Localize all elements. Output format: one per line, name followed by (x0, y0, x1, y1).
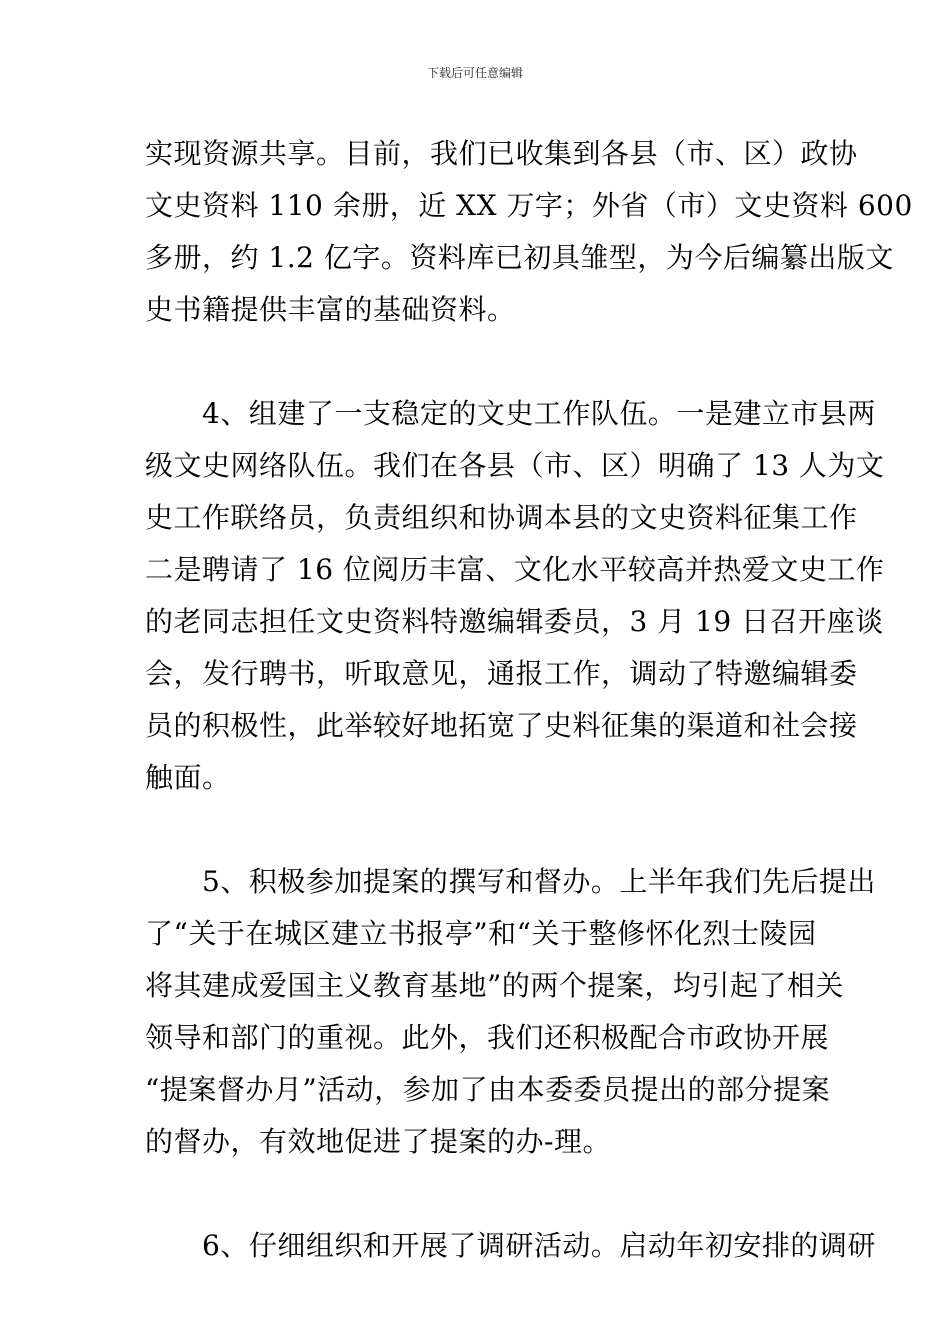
paragraph-3 (145, 856, 876, 1168)
text-line: 史书籍提供丰富的基础资料。 (145, 293, 516, 326)
text-line: 员的积极性，此举较好地拓宽了史料征集的渠道和社会接 (145, 709, 858, 742)
text-line: 级文史网络队伍。我们在各县（市、区）明确了 13 人为文 (145, 449, 885, 482)
paragraph-spacer (145, 1168, 807, 1220)
paragraph-1 (145, 128, 913, 336)
paragraph-4 (145, 1220, 876, 1272)
text-line: 6、仔细组织和开展了调研活动。启动年初安排的调研 (145, 1229, 876, 1262)
text-line: 了“关于在城区建立书报亭”和“关于整修怀化烈士陵园 (145, 917, 817, 950)
text-line: 4、组建了一支稳定的文史工作队伍。一是建立市县两 (145, 397, 876, 430)
text-line: 文史资料 110 余册，近 XX 万字；外省（市）文史资料 600 (145, 189, 913, 222)
page-header: 下载后可任意编辑 (426, 66, 523, 80)
paragraph-spacer (145, 804, 807, 856)
text-line: 史工作联络员，负责组织和协调本县的文史资料征集工作 (145, 501, 858, 534)
text-line: 多册，约 1.2 亿字。资料库已初具雏型，为今后编纂出版文 (145, 241, 894, 274)
text-line: 触面。 (145, 761, 231, 794)
paragraph-spacer (145, 336, 807, 388)
text-line: 将其建成爱国主义教育基地”的两个提案，均引起了相关 (145, 969, 844, 1002)
text-line: 会，发行聘书，听取意见，通报工作，调动了特邀编辑委 (145, 657, 858, 690)
text-line: 5、积极参加提案的撰写和督办。上半年我们先后提出 (145, 865, 876, 898)
paragraph-2 (145, 388, 885, 804)
text-line: 的老同志担任文史资料特邀编辑委员，3 月 19 日召开座谈 (145, 605, 884, 638)
text-line: “提案督办月”活动，参加了由本委委员提出的部分提案 (145, 1073, 831, 1106)
text-line: 的督办，有效地促进了提案的办-理。 (145, 1125, 611, 1158)
text-line: 二是聘请了 16 位阅历丰富、文化水平较高并热爱文史工作 (145, 553, 885, 586)
text-line: 实现资源共享。目前，我们已收集到各县（市、区）政协 (145, 137, 858, 170)
text-line: 领导和部门的重视。此外，我们还积极配合市政协开展 (145, 1021, 830, 1054)
document-body (145, 128, 913, 1272)
